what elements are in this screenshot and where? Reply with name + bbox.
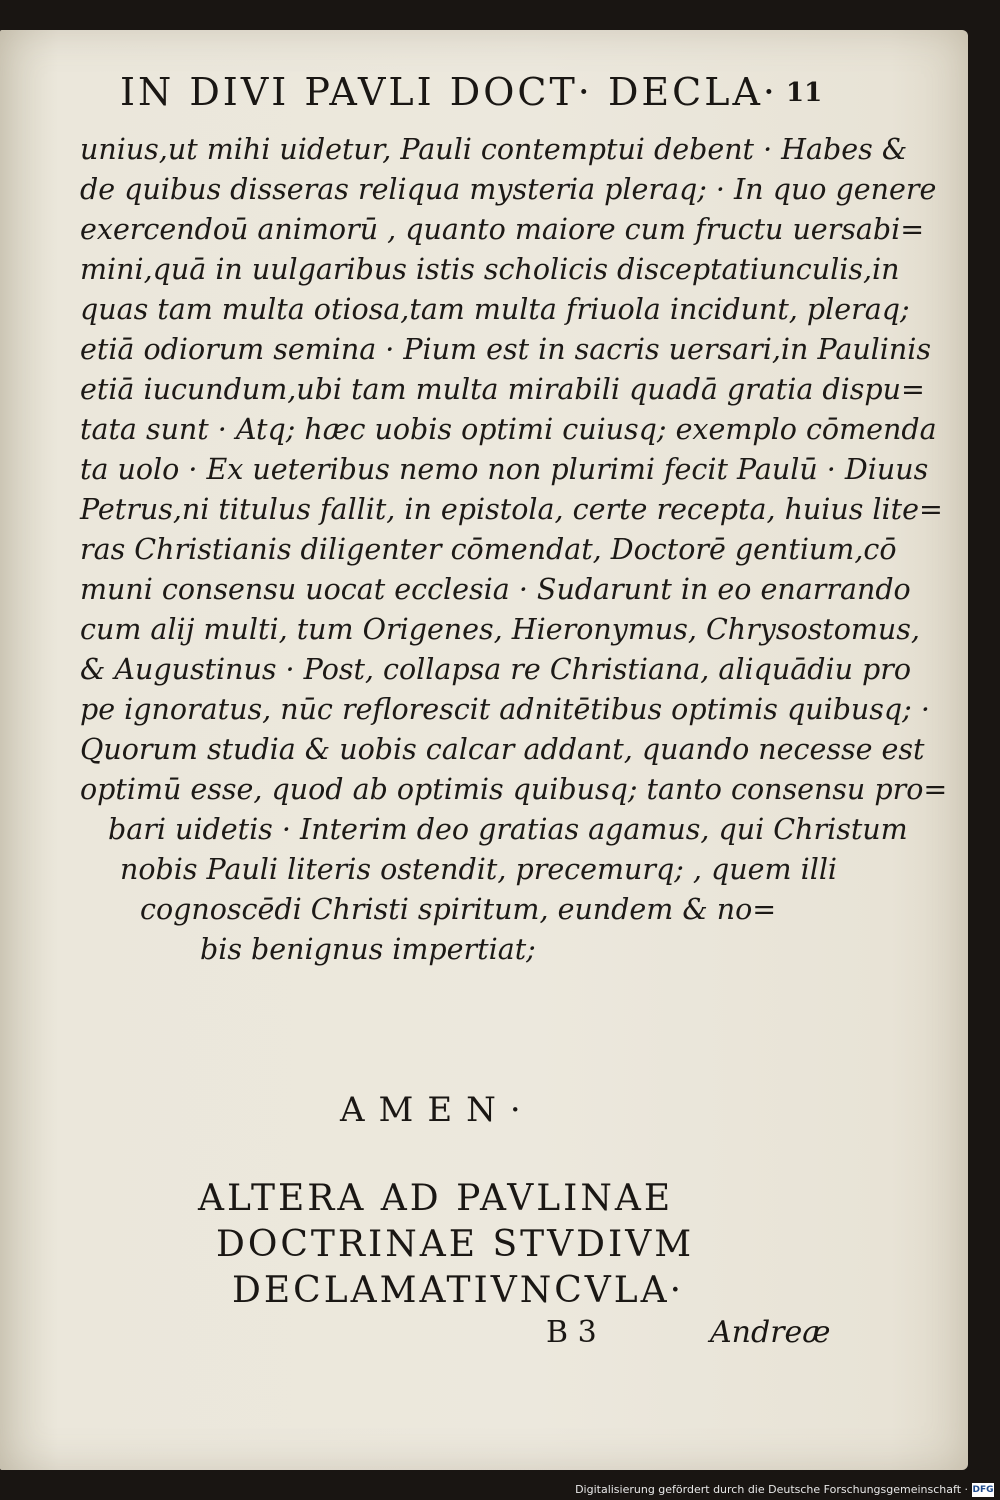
text-line: tata sunt · Atq; hæc uobis optimi cuiusq; exemplo cōmenda [80,413,937,446]
text-line: bis benignus impertiat; [200,933,536,966]
page-number: 11 [786,78,823,108]
text-line: muni consensu uocat ecclesia · Sudarunt in eo enarrando [80,573,911,606]
catchword: Andreæ [710,1315,831,1350]
dfg-logo-icon: DFG [972,1485,994,1495]
running-title: IN DIVI PAVLI DOCT· DECLA· [120,70,778,114]
signature-mark: B 3 [546,1315,597,1350]
text-line: de quibus disseras reliqua mysteria pleraq; · In quo genere [80,173,937,206]
text-line: quas tam multa otiosa,tam multa friuola incidunt, pleraq; [80,293,910,326]
text-line: cognoscēdi Christi spiritum, eundem & no= [140,893,777,926]
section-title [198,1176,694,1314]
digitization-credit: Digitalisierung gefördert durch die Deutsche Forschungsgemeinschaft · [575,1483,968,1496]
text-line: unius,ut mihi uidetur, Pauli contemptui debent · Habes & [80,133,908,166]
text-line: etiā odiorum semina · Pium est in sacris uersari,in Paulinis [80,333,932,366]
text-line: Quorum studia & uobis calcar addant, quando necesse est [80,733,925,766]
title-line: DECLAMATIVNCVLA· [232,1270,685,1311]
text-line: Petrus,ni titulus fallit, in epistola, certe recepta, huius lite= [80,493,943,526]
body-text [80,130,948,970]
amen-closing: AMEN· [340,1090,535,1130]
text-line: cum alij multi, tum Origenes, Hieronymus, Chrysostomus, [80,613,920,646]
text-line: bari uidetis · Interim deo gratias agamus, qui Christum [108,813,908,846]
title-line: DOCTRINAE STVDIVM [216,1224,695,1265]
text-line: pe ignoratus, nūc reflorescit adnitētibus optimis quibusq; · [80,693,930,726]
text-line: ras Christianis diligenter cōmendat, Doctorē gentium,cō [80,533,897,566]
text-line: & Augustinus · Post, collapsa re Christiana, aliquādiu pro [80,653,912,686]
text-line: mini,quā in uulgaribus istis scholicis disceptatiunculis,in [80,253,900,286]
book-page [0,30,968,1470]
text-line: etiā iucundum,ubi tam multa mirabili quadā gratia dispu= [80,373,925,406]
text-line: exercendoū animorū , quanto maiore cum fructu uersabi= [80,213,925,246]
text-line: optimū esse, quod ab optimis quibusq; tanto consensu pro= [80,773,948,806]
text-line: ta uolo · Ex ueteribus nemo non plurimi fecit Paulū · Diuus [80,453,929,486]
title-line: ALTERA AD PAVLINAE [198,1178,674,1219]
text-line: nobis Pauli literis ostendit, precemurq; , quem illi [120,853,838,886]
